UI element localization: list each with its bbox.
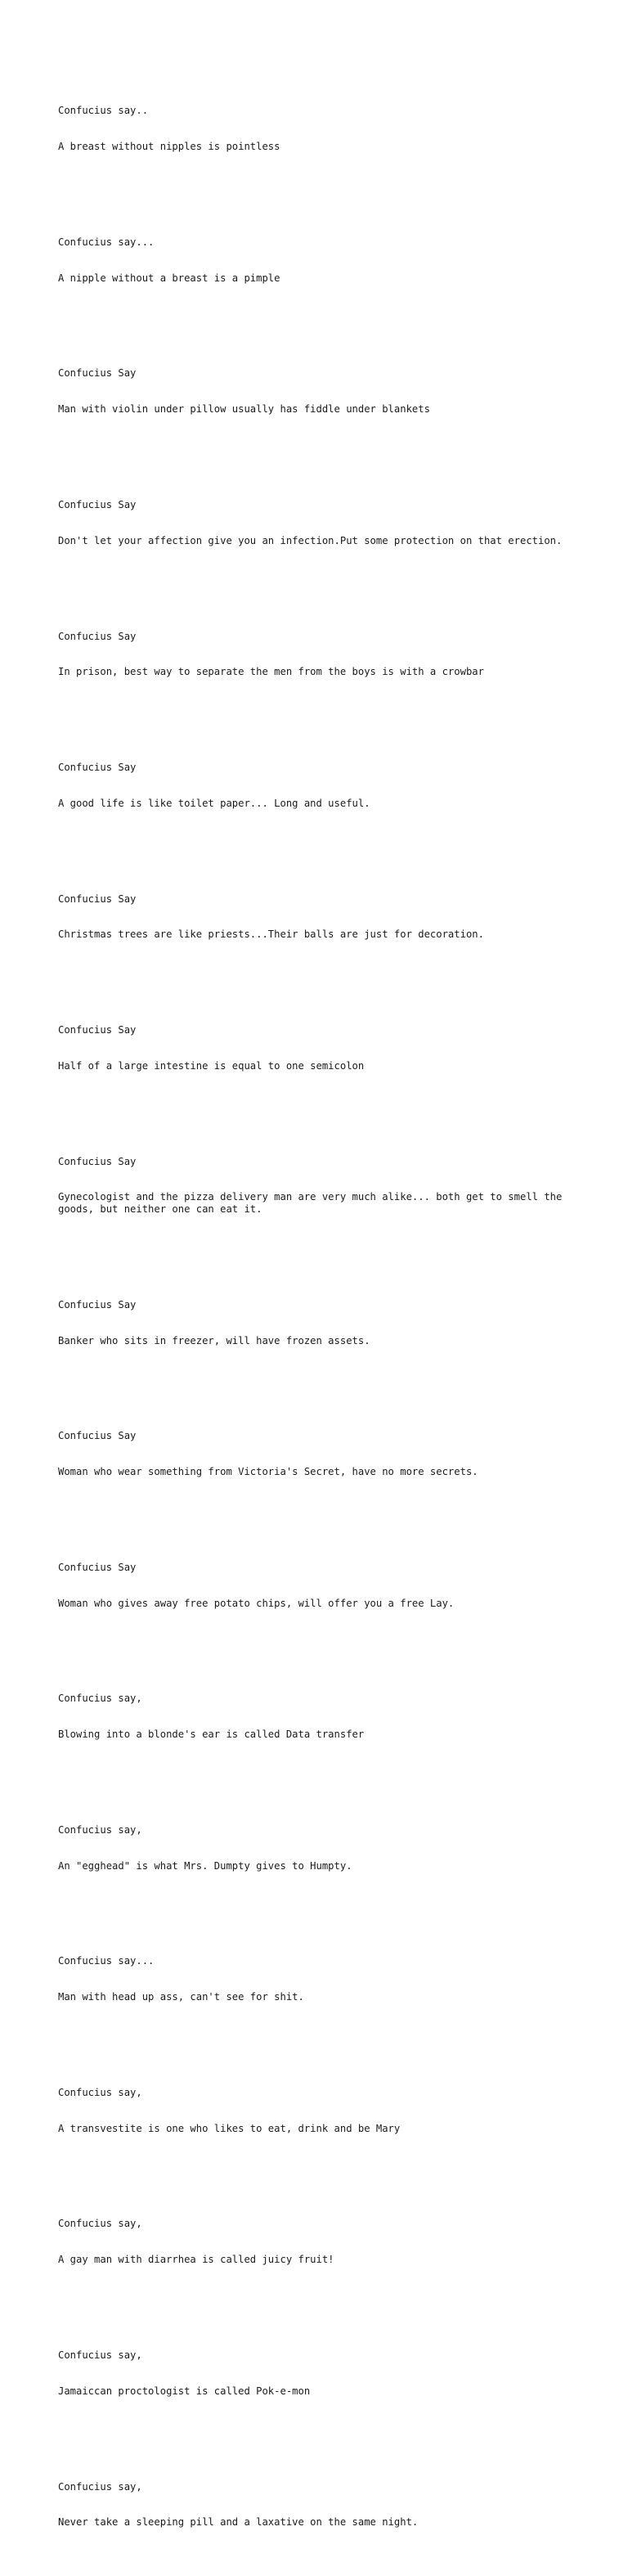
joke-heading: Confucius say, bbox=[58, 2480, 142, 2493]
joke-heading: Confucius say, bbox=[58, 1823, 142, 1836]
document-body bbox=[58, 57, 573, 2576]
joke-heading: Confucius Say bbox=[58, 498, 137, 510]
joke-entry bbox=[58, 1538, 573, 1634]
joke-heading: Confucius Say bbox=[58, 1430, 137, 1442]
joke-entry bbox=[58, 738, 573, 834]
joke-entry bbox=[58, 344, 573, 439]
joke-text: A gay man with diarrhea is called juicy fruit! bbox=[58, 2254, 334, 2266]
joke-heading: Confucius Say bbox=[58, 892, 137, 905]
joke-text: Don't let your affection give you an infection.Put some protection on that erection. bbox=[58, 534, 563, 546]
joke-text: Man with head up ass, can't see for shit. bbox=[58, 1991, 304, 2003]
joke-entry bbox=[58, 1801, 573, 1896]
joke-heading: Confucius say, bbox=[58, 2086, 142, 2098]
joke-heading: Confucius Say bbox=[58, 1561, 137, 1573]
joke-text: Jamaiccan proctologist is called Pok-e-mon bbox=[58, 2385, 311, 2397]
joke-text: Man with violin under pillow usually has fiddle under blankets bbox=[58, 403, 430, 416]
joke-entry bbox=[58, 475, 573, 571]
joke-heading: Confucius Say bbox=[58, 630, 137, 642]
joke-entry bbox=[58, 1931, 573, 2027]
joke-entry bbox=[58, 1406, 573, 1502]
joke-entry bbox=[58, 2326, 573, 2421]
joke-text: Woman who gives away free potato chips, will offer you a free Lay. bbox=[58, 1597, 455, 1609]
joke-entry bbox=[58, 606, 573, 702]
joke-heading: Confucius Say bbox=[58, 1024, 137, 1036]
joke-text: Never take a sleeping pill and a laxative on the same night. bbox=[58, 2516, 419, 2529]
joke-entry bbox=[58, 2063, 573, 2159]
joke-text: Woman who wear something from Victoria's Secret, have no more secrets. bbox=[58, 1466, 478, 1478]
joke-heading: Confucius Say bbox=[58, 1298, 137, 1310]
joke-heading: Confucius say, bbox=[58, 1693, 142, 1705]
joke-text: A nipple without a breast is a pimple bbox=[58, 272, 280, 284]
joke-heading: Confucius say... bbox=[58, 1955, 155, 1967]
joke-heading: Confucius Say bbox=[58, 762, 137, 774]
joke-text: A good life is like toilet paper... Long and useful. bbox=[58, 797, 370, 809]
joke-entry bbox=[58, 2194, 573, 2290]
joke-entry bbox=[58, 1669, 573, 1765]
joke-text: A breast without nipples is pointless bbox=[58, 141, 280, 153]
joke-entry bbox=[58, 213, 573, 308]
joke-entry bbox=[58, 2457, 573, 2552]
joke-entry bbox=[58, 869, 573, 964]
joke-text: A transvestite is one who likes to eat, drink and be Mary bbox=[58, 2122, 401, 2134]
joke-text: Banker who sits in freezer, will have frozen assets. bbox=[58, 1334, 370, 1346]
joke-heading: Confucius say, bbox=[58, 2218, 142, 2230]
joke-heading: Confucius say... bbox=[58, 236, 155, 248]
joke-heading: Confucius Say bbox=[58, 367, 137, 380]
joke-text: Christmas trees are like priests...Their balls are just for decoration. bbox=[58, 928, 484, 941]
joke-text: In prison, best way to separate the men from the boys is with a crowbar bbox=[58, 666, 484, 678]
joke-heading: Confucius say, bbox=[58, 2349, 142, 2361]
joke-text: Blowing into a blonde's ear is called Data transfer bbox=[58, 1729, 365, 1741]
joke-entry bbox=[58, 1131, 573, 1239]
joke-text: An "egghead" is what Mrs. Dumpty gives to Humpty. bbox=[58, 1859, 352, 1872]
joke-heading: Confucius Say bbox=[58, 1155, 137, 1167]
joke-heading: Confucius say.. bbox=[58, 105, 149, 117]
joke-entry bbox=[58, 1000, 573, 1096]
joke-entry bbox=[58, 1275, 573, 1371]
joke-entry bbox=[58, 81, 573, 177]
joke-text: Half of a large intestine is equal to one semicolon bbox=[58, 1059, 365, 1072]
joke-text: Gynecologist and the pizza delivery man are very much alike... both get to smell the goods, but neither one can eat it. bbox=[58, 1191, 568, 1215]
